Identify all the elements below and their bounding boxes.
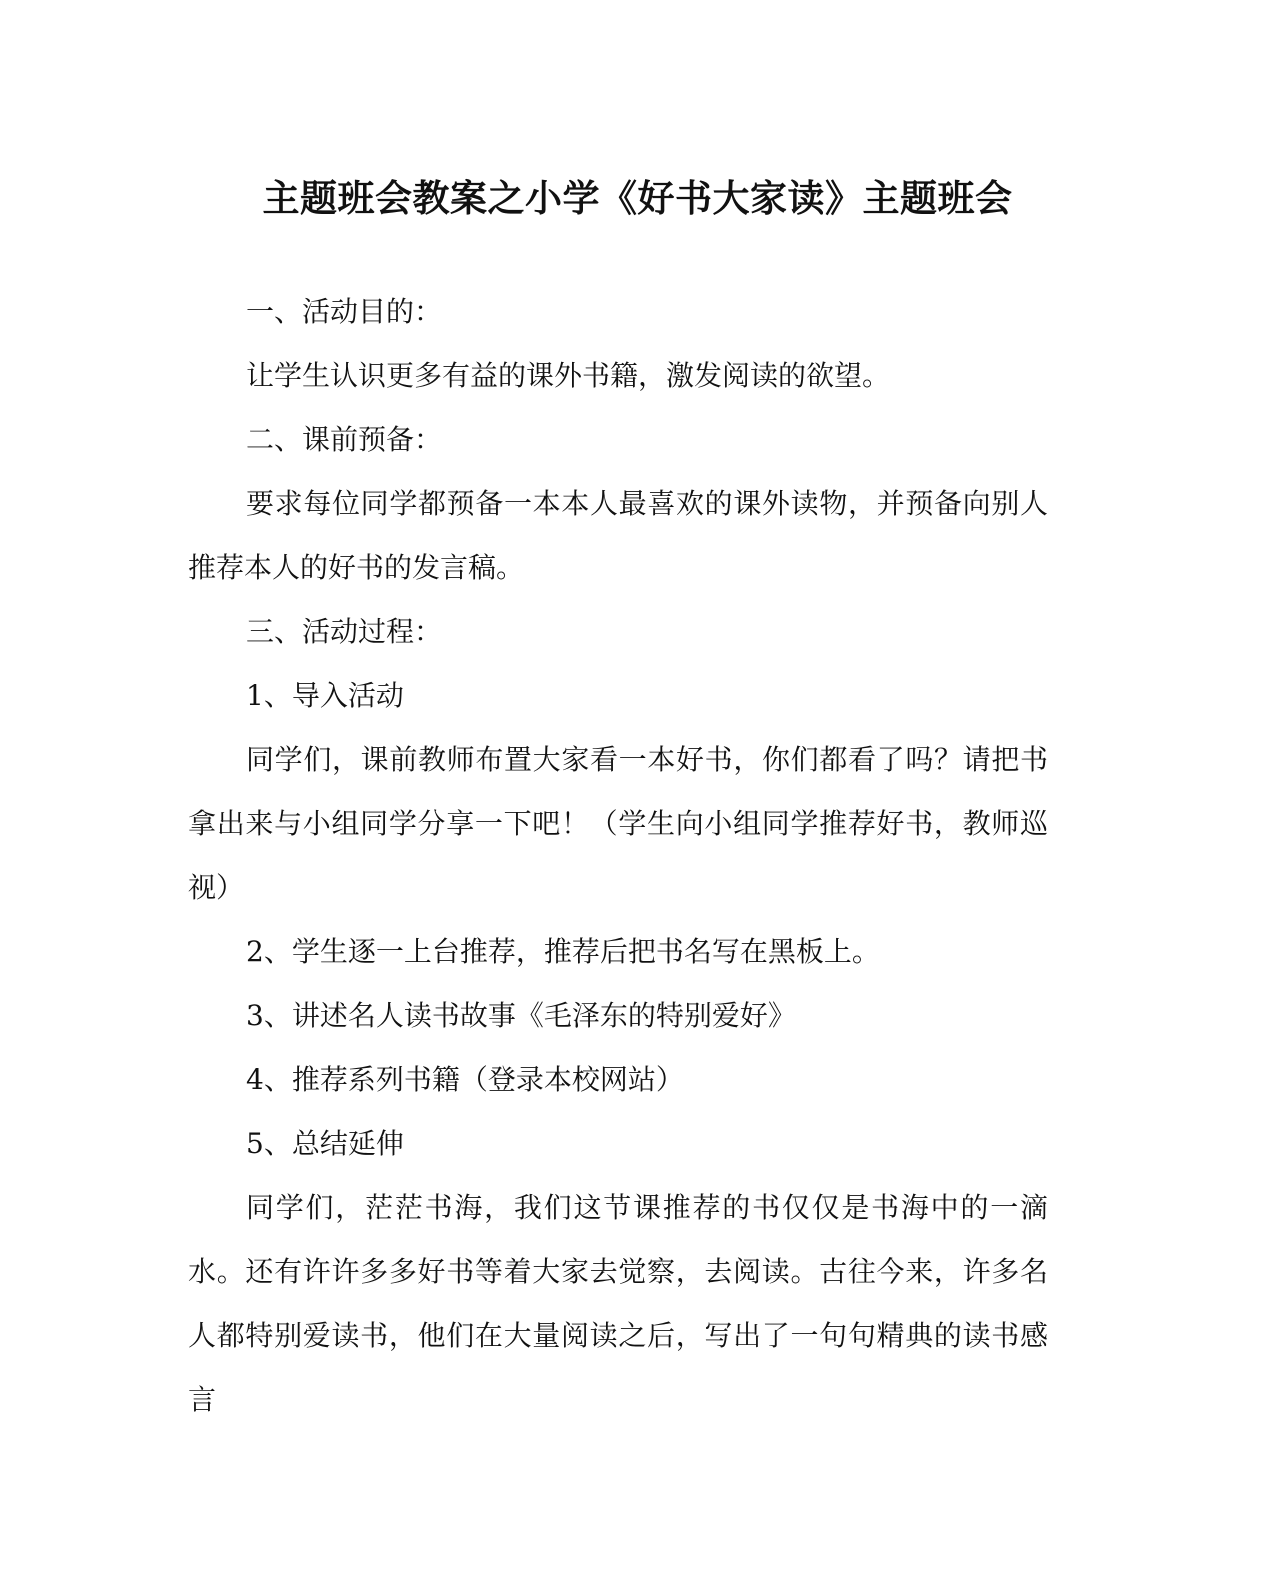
section-heading-purpose: 一、活动目的：	[246, 295, 443, 328]
section-heading-process: 三、活动过程：	[246, 615, 443, 648]
step-heading-intro: 1、导入活动	[246, 679, 404, 712]
section-heading-preparation: 二、课前预备：	[246, 423, 443, 456]
paragraph-preparation: 要求每位同学都预备一本本人最喜欢的课外读物，并预备向别人推荐本人的好书的发言稿。	[188, 487, 1048, 584]
document-body	[188, 280, 1048, 1432]
paragraph-summary: 同学们，茫茫书海，我们这节课推荐的书仅仅是书海中的一滴水。还有许许多多好书等着大家去觉察，去阅读。古往今来，许多名人都特别爱读书，他们在大量阅读之后，写出了一句句精典的读书感言	[188, 1191, 1048, 1416]
paragraph-purpose: 让学生认识更多有益的课外书籍，激发阅读的欲望。	[246, 359, 891, 392]
step-heading-summary: 5、总结延伸	[246, 1127, 404, 1160]
step-story: 3、讲述名人读书故事《毛泽东的特别爱好》	[246, 999, 796, 1032]
step-books: 4、推荐系列书籍（登录本校网站）	[246, 1063, 684, 1096]
document-title: 主题班会教案之小学《好书大家读》主题班会	[262, 176, 1013, 220]
paragraph-intro: 同学们，课前教师布置大家看一本好书，你们都看了吗？请把书拿出来与小组同学分享一下吧！（学生向小组同学推荐好书，教师巡视）	[188, 743, 1048, 904]
step-recommend: 2、学生逐一上台推荐，推荐后把书名写在黑板上。	[246, 935, 880, 968]
